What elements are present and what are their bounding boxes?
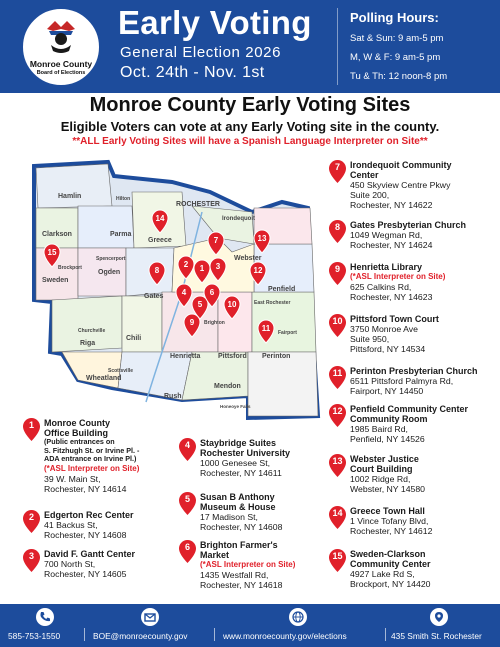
asl-interpreter-badge: (*ASL Interpreter on Site) bbox=[350, 272, 446, 281]
site-details bbox=[350, 506, 500, 536]
board-logo bbox=[20, 6, 102, 88]
footer-email[interactable]: BOE@monroecounty.gov bbox=[93, 631, 188, 641]
site-details bbox=[350, 454, 500, 494]
site-address: Pittsford, NY 14534 bbox=[350, 344, 426, 354]
site-name: Edgerton Rec Center bbox=[44, 510, 134, 520]
site-address: 625 Calkins Rd, bbox=[350, 282, 412, 292]
location-pin-icon bbox=[178, 492, 197, 516]
site-address: Rochester, NY 14608 bbox=[200, 522, 283, 532]
map-label-mendon: Mendon bbox=[214, 383, 241, 390]
map-label-rochester: ROCHESTER bbox=[176, 201, 220, 208]
map-label-hilton: Hilton bbox=[116, 196, 131, 202]
site-address: 1049 Wegman Rd, bbox=[350, 230, 423, 240]
site-name: Penfield Community Center bbox=[350, 404, 469, 414]
site-number: 1 bbox=[28, 420, 34, 430]
site-address: 1002 Ridge Rd, bbox=[350, 474, 411, 484]
map-pin-label: 7 bbox=[213, 236, 219, 245]
header-divider bbox=[337, 8, 338, 85]
site-number: 2 bbox=[28, 512, 34, 522]
site-number: 15 bbox=[332, 551, 343, 561]
site-details bbox=[350, 404, 500, 444]
map-label-hamlin: Hamlin bbox=[58, 193, 82, 200]
phone-icon bbox=[36, 608, 54, 626]
site-name: Greece Town Hall bbox=[350, 506, 425, 516]
header-banner bbox=[0, 0, 500, 93]
site-name: Sweden-Clarkson bbox=[350, 549, 426, 559]
map-pin-label: 10 bbox=[227, 300, 237, 309]
map-label-brockport: Brockport bbox=[58, 265, 82, 271]
asl-interpreter-badge: (*ASL Interpreter on Site) bbox=[44, 463, 140, 473]
site-entrance-note: ADA entrance on Irvine Pl.) bbox=[44, 454, 137, 464]
site-number: 5 bbox=[184, 494, 190, 504]
site-details bbox=[44, 418, 187, 494]
site-address: Penfield, NY 14526 bbox=[350, 434, 425, 444]
site-details bbox=[350, 220, 500, 250]
site-address: Suite 950, bbox=[350, 334, 390, 344]
site-name: Perinton Presbyterian Church bbox=[350, 366, 478, 376]
site-address: 700 North St, bbox=[44, 559, 96, 569]
location-pin-icon bbox=[430, 608, 448, 626]
map-pin-label: 11 bbox=[261, 324, 271, 333]
site-address: 17 Madison St, bbox=[200, 512, 258, 522]
site-details bbox=[200, 492, 326, 532]
location-pin-icon bbox=[22, 418, 41, 442]
location-pin-icon bbox=[22, 510, 41, 534]
site-address: 1435 Westfall Rd, bbox=[200, 570, 269, 580]
map-label-irondequoit: Irondequoit bbox=[222, 216, 255, 222]
site-name: Staybridge Suites bbox=[200, 438, 277, 448]
footer-separator bbox=[385, 628, 386, 641]
map-pin-label: 3 bbox=[215, 262, 221, 271]
footer-contact-bar bbox=[0, 604, 500, 647]
map-label-wheatland: Wheatland bbox=[86, 375, 122, 382]
site-name: Community Room bbox=[350, 414, 428, 424]
polling-hours-weekend: Sat & Sun: 9 am-5 pm bbox=[350, 33, 444, 44]
eagle-icon bbox=[41, 17, 81, 57]
logo-title: Monroe County bbox=[29, 59, 93, 69]
page-title: Early Voting bbox=[118, 4, 312, 41]
site-number: 12 bbox=[332, 406, 343, 416]
headline: Monroe County Early Voting Sites bbox=[89, 94, 411, 116]
site-number: 11 bbox=[332, 368, 343, 378]
map-pin-label: 6 bbox=[209, 288, 215, 297]
site-name: Gates Presbyterian Church bbox=[350, 220, 467, 230]
site-entrance-note: (Public entrances on bbox=[44, 437, 115, 446]
location-pin-icon bbox=[178, 438, 197, 462]
map-label-parma: Parma bbox=[110, 231, 132, 238]
site-name: Center bbox=[350, 170, 379, 180]
site-details bbox=[350, 160, 500, 210]
site-details bbox=[350, 314, 500, 354]
site-address: Rochester, NY 14618 bbox=[200, 580, 283, 590]
location-pin-icon bbox=[328, 454, 347, 478]
site-name: Community Center bbox=[350, 559, 431, 569]
site-name: Court Building bbox=[350, 464, 413, 474]
map-label-greece: Greece bbox=[148, 237, 172, 244]
site-details bbox=[200, 540, 326, 590]
location-pin-icon bbox=[328, 160, 347, 184]
map-pin-label: 8 bbox=[154, 266, 160, 275]
map-pin-label: 2 bbox=[183, 260, 189, 269]
map-label-perinton: Perinton bbox=[262, 353, 291, 360]
map-label-rush: Rush bbox=[164, 393, 182, 400]
map-pin-label: 4 bbox=[181, 288, 187, 297]
globe-icon bbox=[289, 608, 307, 626]
site-address: 39 W. Main St, bbox=[44, 473, 101, 484]
footer-separator bbox=[84, 628, 85, 641]
site-number: 8 bbox=[334, 222, 340, 232]
site-address: 4927 Lake Rd S, bbox=[350, 569, 415, 579]
site-address: 450 Skyview Centre Pkwy bbox=[350, 180, 451, 190]
asl-interpreter-badge: (*ASL Interpreter on Site) bbox=[200, 560, 296, 569]
map-label-scottsville: Scottsville bbox=[108, 368, 134, 374]
site-details bbox=[350, 262, 500, 302]
site-number: 7 bbox=[334, 162, 340, 172]
map-label-pittsford: Pittsford bbox=[218, 353, 247, 360]
location-pin-icon bbox=[328, 366, 347, 390]
site-name: Market bbox=[200, 550, 230, 560]
site-name: Irondequoit Community bbox=[350, 160, 452, 170]
site-name: Rochester University bbox=[200, 448, 291, 458]
location-pin-icon bbox=[22, 549, 41, 573]
site-entrance-note: S. Fitzhugh St. or Irvine Pl. - bbox=[44, 445, 140, 455]
map-label-riga: Riga bbox=[80, 340, 96, 347]
site-number: 10 bbox=[332, 316, 343, 326]
site-address: 1 Vince Tofany Blvd, bbox=[350, 516, 429, 526]
map-label-webster: Webster bbox=[234, 255, 262, 262]
site-address: 3750 Monroe Ave bbox=[350, 324, 418, 334]
site-number: 4 bbox=[184, 440, 190, 450]
map-label-sweden: Sweden bbox=[42, 277, 69, 284]
election-name: General Election 2026 bbox=[120, 44, 282, 61]
footer-phone[interactable]: 585-753-1550 bbox=[8, 631, 61, 641]
election-dates: Oct. 24th - Nov. 1st bbox=[120, 64, 265, 81]
footer-address: 435 Smith St. Rochester bbox=[391, 631, 482, 641]
site-address: 1000 Genesee St, bbox=[200, 458, 271, 468]
site-address: Rochester, NY 14622 bbox=[350, 200, 433, 210]
location-pin-icon bbox=[328, 506, 347, 530]
site-address: Rochester, NY 14623 bbox=[350, 292, 433, 302]
site-name: Webster Justice bbox=[350, 454, 419, 464]
county-map-svg bbox=[22, 152, 322, 427]
map-pin-label: 5 bbox=[197, 300, 203, 309]
map-label-east-rochester: East Rochester bbox=[254, 300, 291, 306]
map-label-clarkson: Clarkson bbox=[42, 231, 72, 238]
polling-hours-tuth: Tu & Th: 12 noon-8 pm bbox=[350, 71, 448, 82]
polling-hours-mwf: M, W & F: 9 am-5 pm bbox=[350, 52, 441, 63]
site-address: Suite 200, bbox=[350, 190, 390, 200]
site-name: David F. Gantt Center bbox=[44, 549, 136, 559]
county-map bbox=[22, 152, 322, 427]
location-pin-icon bbox=[328, 549, 347, 573]
site-details bbox=[350, 366, 500, 396]
site-details bbox=[200, 438, 326, 478]
map-pin-label: 9 bbox=[189, 318, 195, 327]
site-address: Webster, NY 14580 bbox=[350, 484, 426, 494]
map-pin-label: 13 bbox=[257, 234, 267, 243]
map-label-churchville: Churchville bbox=[78, 328, 106, 334]
site-address: Rochester, NY 14605 bbox=[44, 569, 127, 579]
map-label-spencerport: Spencerport bbox=[96, 256, 126, 262]
site-address: Fairport, NY 14450 bbox=[350, 386, 424, 396]
location-pin-icon bbox=[328, 262, 347, 286]
map-label-ogden: Ogden bbox=[98, 269, 121, 276]
site-name: Brighton Farmer's bbox=[200, 540, 278, 550]
site-address: 6511 Pittsford Palmyra Rd, bbox=[350, 376, 454, 386]
site-number: 13 bbox=[332, 456, 343, 466]
site-name: Office Building bbox=[44, 428, 108, 438]
site-name: Pittsford Town Court bbox=[350, 314, 439, 324]
map-label-penfield: Penfield bbox=[268, 286, 296, 293]
map-pin-label: 15 bbox=[47, 248, 57, 257]
site-number: 14 bbox=[332, 508, 343, 518]
site-details bbox=[44, 510, 187, 540]
site-address: Rochester, NY 14608 bbox=[44, 530, 127, 540]
site-number: 9 bbox=[334, 264, 340, 274]
location-pin-icon bbox=[328, 314, 347, 338]
map-label-henrietta: Henrietta bbox=[170, 353, 201, 360]
map-label-chili: Chili bbox=[126, 335, 142, 342]
site-address: 41 Backus St, bbox=[44, 520, 98, 530]
map-label-brighton: Brighton bbox=[204, 320, 225, 326]
site-address: Brockport, NY 14420 bbox=[350, 579, 431, 589]
site-address: Rochester, NY 14614 bbox=[44, 483, 127, 494]
site-name: Susan B Anthony bbox=[200, 492, 275, 502]
site-details bbox=[44, 549, 187, 579]
site-name: Monroe County bbox=[44, 418, 110, 428]
map-pin-label: 1 bbox=[199, 264, 205, 273]
location-pin-icon bbox=[328, 220, 347, 244]
footer-separator bbox=[214, 628, 215, 641]
site-address: Rochester, NY 14612 bbox=[350, 526, 433, 536]
site-name: Henrietta Library bbox=[350, 262, 423, 272]
map-label-gates: Gates bbox=[144, 293, 164, 300]
subheadline: Eligible Voters can vote at any Early Voting site in the county. bbox=[60, 119, 440, 134]
site-address: Rochester, NY 14624 bbox=[350, 240, 433, 250]
interpreter-note: **ALL Early Voting Sites will have a Spanish Language Interpreter on Site** bbox=[72, 136, 428, 147]
location-pin-icon bbox=[178, 540, 197, 564]
polling-hours-title: Polling Hours: bbox=[350, 10, 439, 25]
site-name: Museum & House bbox=[200, 502, 276, 512]
location-pin-icon bbox=[328, 404, 347, 428]
site-number: 6 bbox=[184, 542, 190, 552]
site-details bbox=[350, 549, 500, 589]
map-label-fairport: Fairport bbox=[278, 330, 297, 336]
site-address: Rochester, NY 14611 bbox=[200, 468, 282, 478]
map-pin-label: 14 bbox=[155, 214, 165, 223]
site-address: 1985 Baird Rd, bbox=[350, 424, 408, 434]
site-number: 3 bbox=[28, 551, 34, 561]
logo-subtitle: Board of Elections bbox=[36, 70, 86, 76]
map-pin-label: 12 bbox=[253, 266, 263, 275]
email-icon bbox=[141, 608, 159, 626]
map-label-honeoye-falls: Honeoye Falls bbox=[220, 404, 251, 409]
footer-website[interactable]: www.monroecounty.gov/elections bbox=[223, 631, 347, 641]
